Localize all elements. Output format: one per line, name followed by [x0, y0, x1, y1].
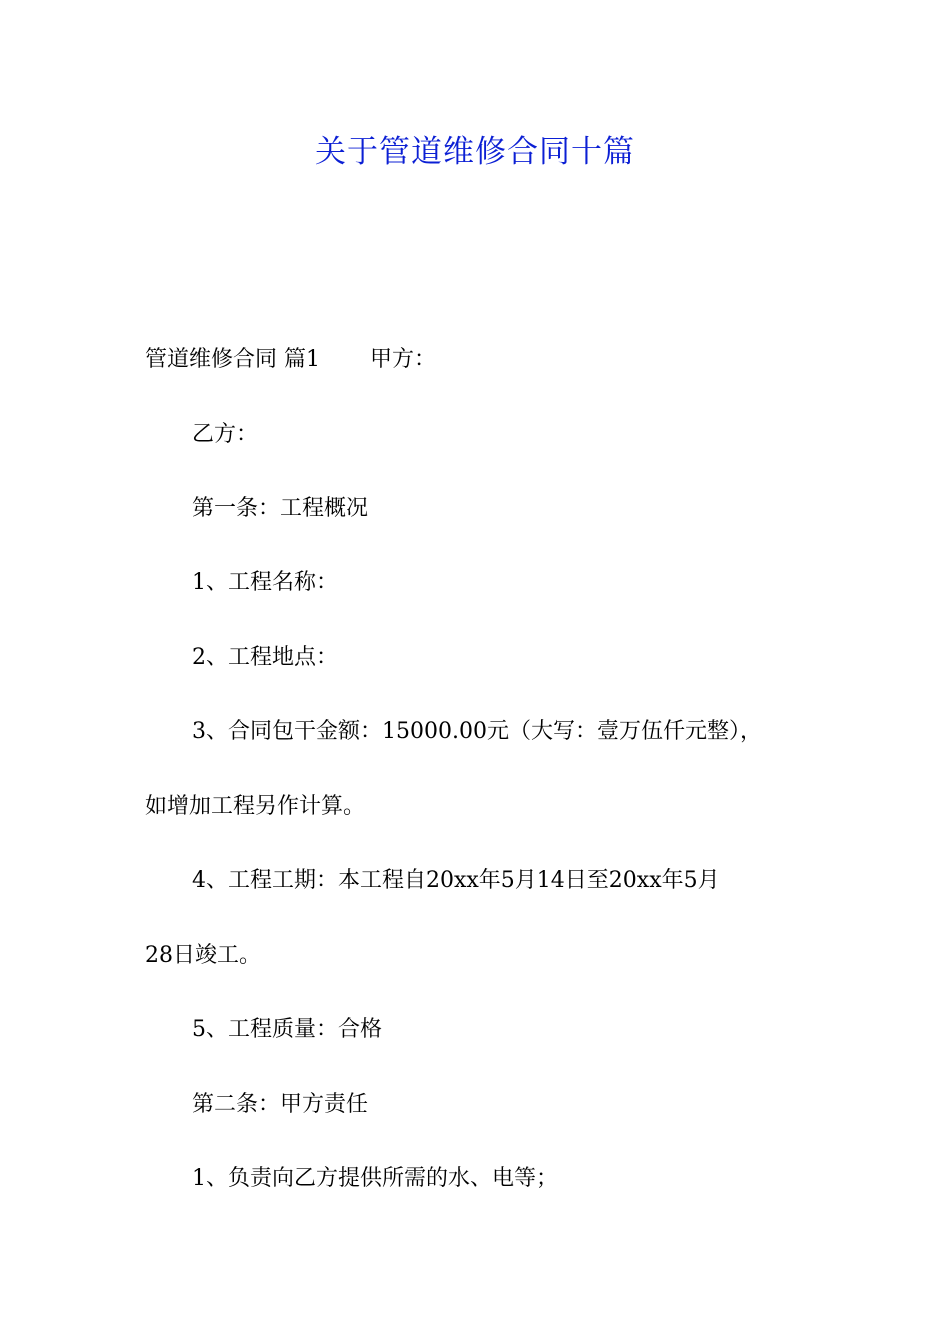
- article-heading: 管道维修合同 篇1: [145, 347, 320, 372]
- item-4-project-duration: 4、工程工期：本工程自20xx年5月14日至20xx年5月: [192, 868, 720, 893]
- item-4-continuation: 28日竣工。: [145, 943, 261, 968]
- item-3-contract-amount: 3、合同包干金额：15000.00元（大写：壹万伍仟元整），: [192, 719, 762, 744]
- party-b-label: 乙方：: [192, 422, 259, 447]
- clause-2-item-1: 1、负责向乙方提供所需的水、电等；: [192, 1166, 558, 1191]
- clause-2-title: 第二条：甲方责任: [192, 1092, 369, 1117]
- item-1-project-name: 1、工程名称：: [192, 570, 338, 595]
- item-5-project-quality: 5、工程质量：合格: [192, 1017, 382, 1042]
- clause-1-title: 第一条：工程概况: [192, 496, 369, 521]
- item-2-project-location: 2、工程地点：: [192, 645, 338, 670]
- party-a-label: 甲方：: [370, 347, 437, 372]
- item-3-continuation: 如增加工程另作计算。: [145, 794, 366, 819]
- article-heading-line: [145, 345, 436, 375]
- document-title: 关于管道维修合同十篇: [315, 134, 635, 170]
